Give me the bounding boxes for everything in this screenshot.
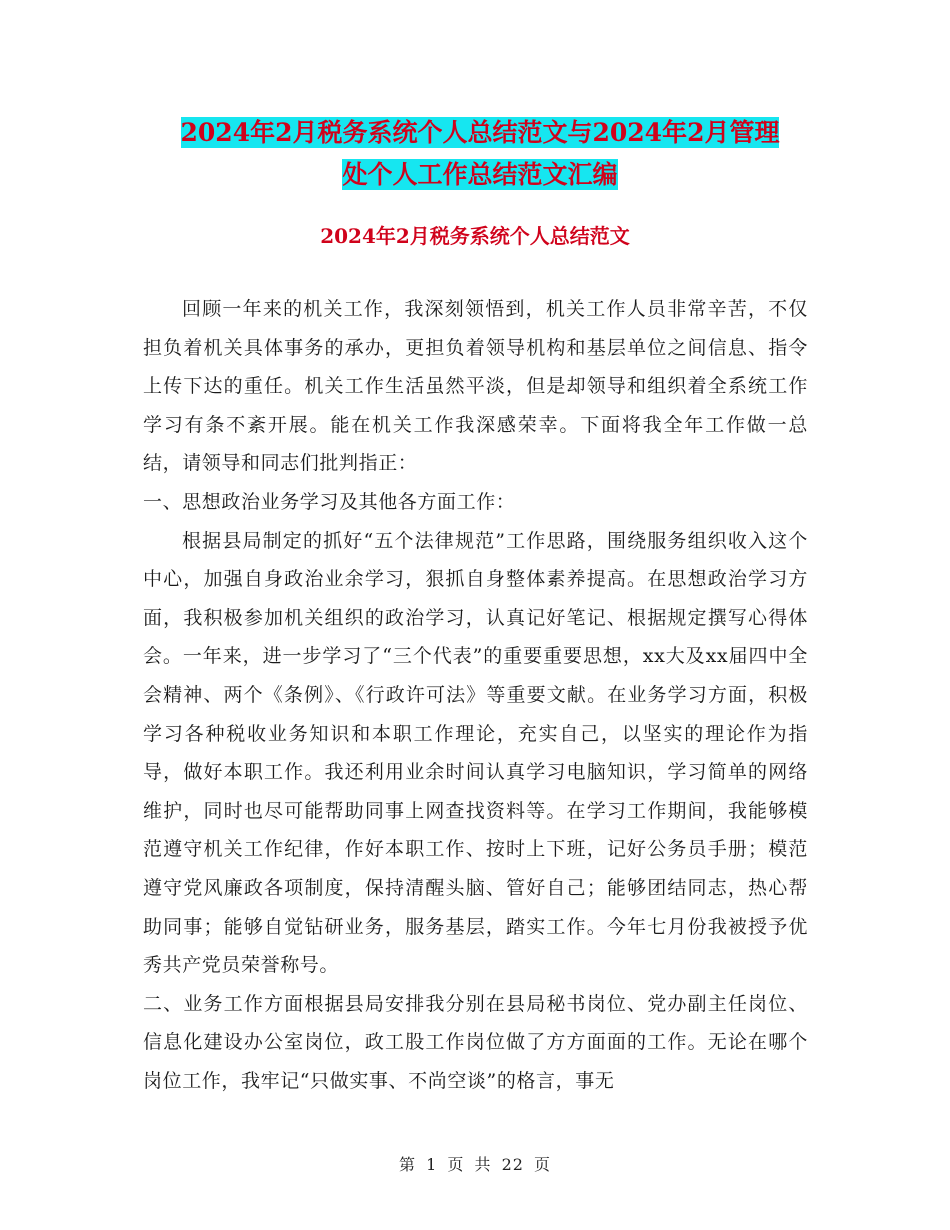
- document-title-text-1: 2024年2月税务系统个人总结范文与2024年2月管理: [180, 118, 780, 147]
- footer-total-prefix: 共: [474, 1155, 492, 1174]
- footer-total-suffix: 页: [534, 1155, 552, 1174]
- body-paragraph-section-1: 根据县局制定的抓好“五个法律规范”工作思路，围绕服务组织收入这个中心，加强自身政治业余学习，狠抓自身整体素养提高。在思想政治学习方面，我积极参加机关组织的政治学习，认真记好笔记、根据规定撰写心得体会。一年来，进一步学习了“三个代表”的重要重要思想，xx大及xx届四中全会精神、两个《条例》、《行政许可法》等重要文献。在业务学习方面，积极学习各种税收业务知识和本职工作理论，充实自己，以坚实的理论作为指导，做好本职工作。我还利用业余时间认真学习电脑知识，学习简单的网络维护，同时也尽可能帮助同事上网查找资料等。在学习工作期间，我能够模范遵守机关工作纪律，作好本职工作、按时上下班，记好公务员手册；模范遵守党风廉政各项制度，保持清醒头脑、管好自己；能够团结同志，热心帮助同事；能够自觉钻研业务，服务基层，踏实工作。今年七月份我被授予优秀共产党员荣誉称号。: [143, 529, 808, 977]
- body-paragraph-intro: 回顾一年来的机关工作，我深刻领悟到，机关工作人员非常辛苦，不仅担负着机关具体事务的承办，更担负着领导机构和基层单位之间信息、指令上传下达的重任。机关工作生活虽然平淡，但是却领导和组织着全系统工作学习有条不紊开展。能在机关工作我深感荣幸。下面将我全年工作做一总结，请领导和同志们批判指正：: [143, 298, 808, 475]
- footer-page-suffix: 页: [447, 1155, 465, 1174]
- section-heading: 2024年2月税务系统个人总结范文: [320, 224, 630, 248]
- document-title-line-1: [140, 110, 820, 156]
- footer-total-pages: 22: [501, 1155, 524, 1174]
- document-body: [143, 290, 808, 1100]
- page-footer: [0, 1152, 950, 1175]
- footer-current-page: 1: [426, 1155, 438, 1174]
- document-title-text-2: 处个人工作总结范文汇编: [342, 160, 618, 189]
- body-paragraph-section-2: 二、业务工作方面根据县局安排我分别在县局秘书岗位、党办副主任岗位、信息化建设办公室岗位，政工股工作岗位做了方方面面的工作。无论在哪个岗位工作，我牢记“只做实事、不尚空谈”的格言，事无: [143, 992, 808, 1092]
- footer-page-prefix: 第: [398, 1155, 416, 1174]
- body-paragraph-section-1-heading: 一、思想政治业务学习及其他各方面工作：: [143, 490, 516, 513]
- document-title-line-2: [140, 152, 820, 198]
